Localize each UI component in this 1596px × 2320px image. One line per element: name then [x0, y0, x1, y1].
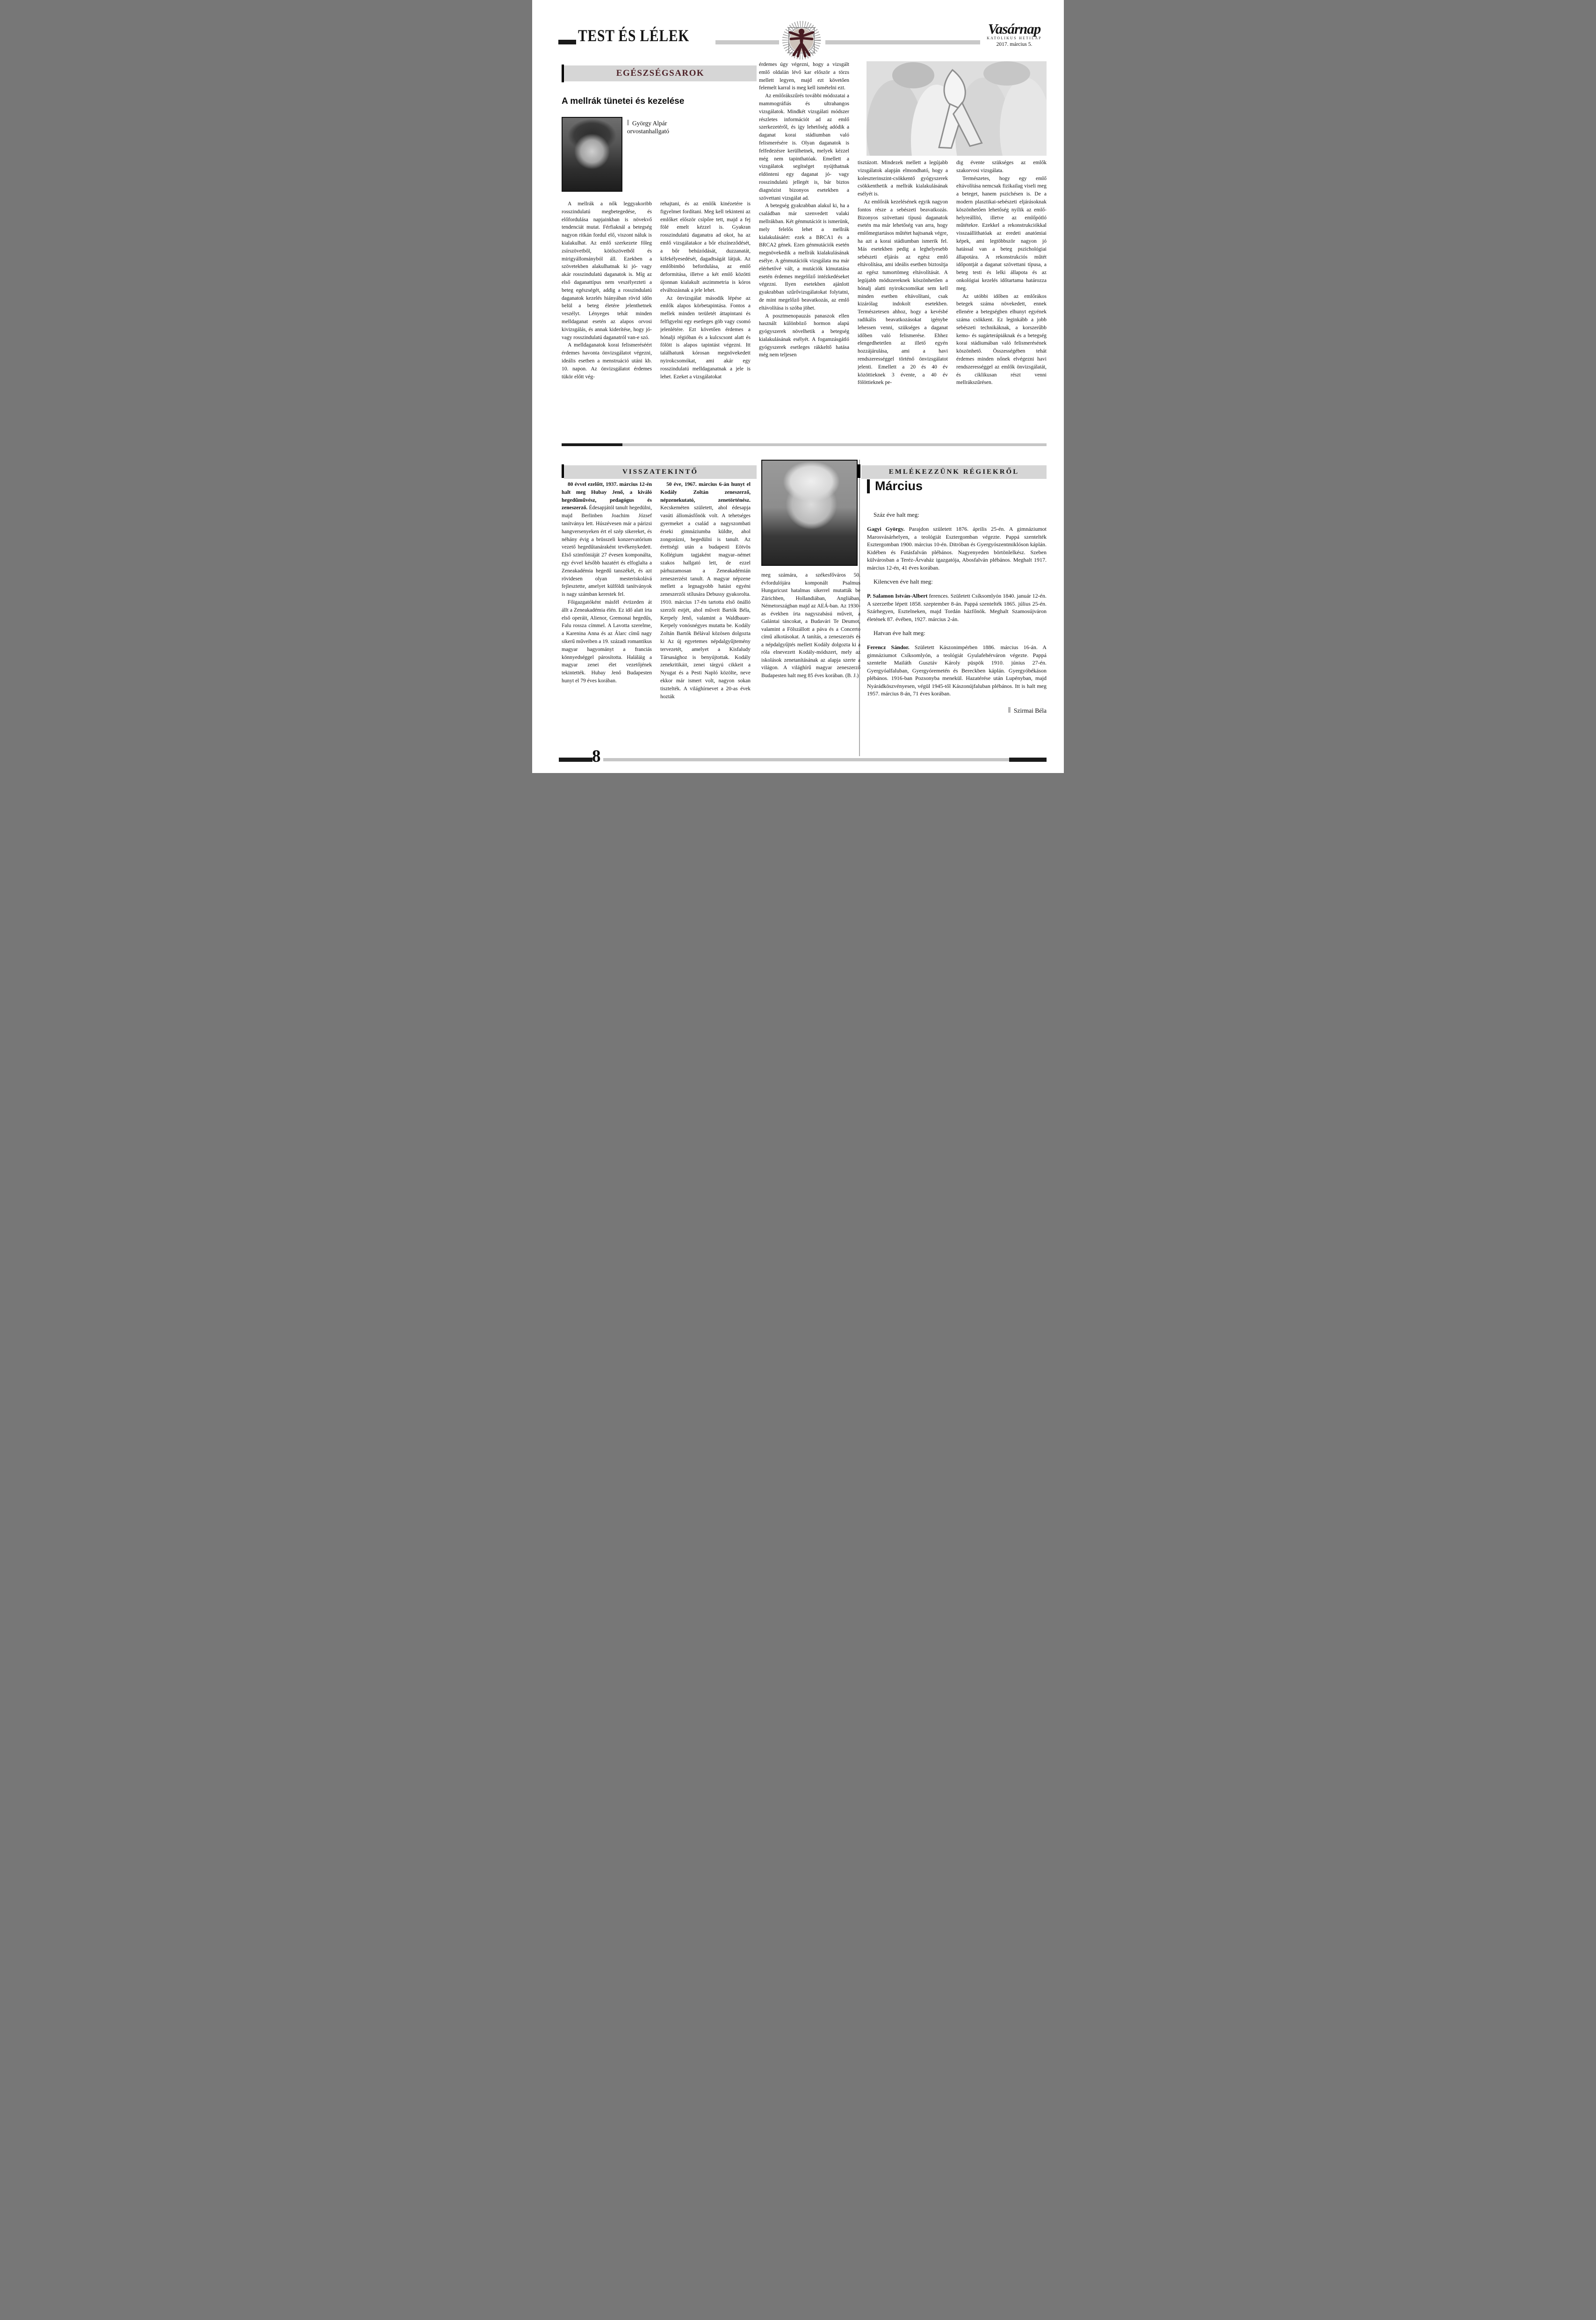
paragraph: Az utóbbi időben az emlőrákos betegek száma növekedett, ennek ellenére a betegségben elhunyt egyének száma csökkent. Ez leginkább a jobb sebészeti technikáknak, a korszerűbb kemo- és sugárterápiáknak és a betegség korai stádiumában való felismerésének köszönhető. Összességében tehát érdemes minden nőnek elvégezni havi rendszerességgel az emlők önvizsgálatát, és ciklikusan részt venni mellrákszűrésen.: [956, 293, 1047, 386]
obit-lead: 80 évvel ezelőtt, 1937. március 12-én halt meg Hubay Jenő, a kiváló hegedűművész, pedagógus és zeneszerző.: [562, 482, 652, 511]
paragraph: dig évente szükséges az emlők szakorvosi vizsgálata.: [956, 160, 1047, 173]
emlekezzunk-black-bar: [858, 464, 860, 478]
masthead: [980, 22, 1048, 48]
obit-name: Gagyi György.: [867, 526, 909, 532]
paragraph: Természetes, hogy egy emlő eltávolítása nemcsak fizikailag viseli meg a beteget, hanem pszichésen is. De a modern plasztikai-sebészeti eljárásoknak köszönhetően lehetőség nyílik az emlő-helyreállító, illetve az emlőpótló műtétekre. Ezekkel a rekonstrukciókkal visszaállíthatóak az eredeti anatómiai képek, ami legtöbbször nagyon jó hatással van a beteg pszichológiai állapotára. A rekonstrukciós műtét időpontját a daganat szövettani típusa, a beteg testi és lelki állapota és az onkológiai kezelés időtartama határozza meg.: [956, 175, 1047, 291]
obit-label: Hatvan éve halt meg:: [874, 629, 925, 636]
vitruvian-man-logo-icon: [779, 20, 824, 61]
article-column-1: [562, 200, 652, 443]
obit-entry: [867, 525, 1047, 571]
month-heading: Március: [875, 479, 923, 493]
kodaly-portrait-photo: [761, 460, 858, 566]
obit-text: Született Kászonimpérben 1886. március 16-án. A gimnáziumot Csíksomlyón, a teológiát Gyulafehérváron végezte. Pappá szentelte Mailáth Gusztáv Károly püspök 1910. június 27-én. Gyergyóalfaluban, Gyergyóremetén és Bereckben káplán. Gyergyóbékáson plébános. 1916-ban Pozsonyba menekül. Hazatérése után Lupényban, majd Nyárádköszvényesen, végül 1945-től Kászonújfaluban plébános. Itt is halt meg 1957. március 8-án, 71 éves korában.: [867, 644, 1047, 697]
obit-body: Édesapjától tanult hegedülni, majd Berlinben Joachim József tanítványa lett. Húszévesen már a párizsi hangversenyeken ért el szép sikereket, és néhány évig a brüsszeli konzervatórium vezető hegedűtanáraként tevékenykedett. Első szimfóniáját 27 évesen komponálta, egy évvel később hazatért és elfoglalta a Zeneakadémia hegedű tanszékét, és azt rövidesen olyan mesteriskolává fejlesztette, amelyet külföldi tanítványok is nagy számban kerestek fel.: [562, 505, 652, 598]
emlekezzunk-header-box: [861, 465, 1047, 479]
paragraph: Az önvizsgálat második lépése az emlők alapos körbetapintása. Fontos a mellek minden területét áttapintani és felfigyelni egy esetleges göb vagy csomó jelenlétére. Ezt követően érdemes a hónalji régióban és a kulcscsont alatt és fölött is alapos tapintást végezni. Itt találhatunk kórosan megnövekedett nyirokcsomókat, ami akár egy rosszindulatú melldaganatnak a jele is lehet. Ezeket a vizsgálatokat: [660, 295, 751, 380]
article-column-3: [759, 61, 849, 443]
signature-row: [867, 707, 1047, 715]
month-heading-row: [867, 479, 1047, 493]
obit-label: Kilencven éve halt meg:: [874, 578, 933, 585]
paragraph: A posztmenopauzás panaszok ellen használt különböző hormon alapú gyógyszerek növelhetik a betegség kialakulásának esélyét. A fogamzásgátló gyógyszerek esetleges rákkeltő hatása még nem teljesen: [759, 313, 849, 358]
emlekezzunk-body: [867, 479, 1047, 756]
paragraph: meg számára, a székesfőváros 50. évfordulójára komponált Psalmus Hungaricust hatalmas sikerrel mutatták be Zürichben, Hollandiában, Angliában, Németországban majd az AEÁ-ban. Az 1930-as években írta nagyszabású műveit, a Galántai táncokat, a Budavári Te Deumot, valamint a Fölszállott a páva és a Concerto című alkotásokat. A tanítás, a zeneszerzés és a népdalgyűjtés mellett Kodály dolgozta ki a róla elnevezett Kodály-módszert, mely az iskolások zenetanításának az alapja szerte a világon. A világhírű magyar zeneszerző Budapesten halt meg 85 éves korában. (B. J.): [761, 572, 860, 679]
section-divider-gray: [622, 443, 1047, 446]
article-column-4: [858, 159, 948, 443]
article-title: A mellrák tünetei és kezelése: [562, 96, 685, 106]
visszatekinto-column-2: [660, 481, 751, 755]
paragraph: Főigazgatóként másfél évtizeden át állt a Zeneakadémia élén. Ez idő alatt írta első operáit, Alienor, Gremonai hegedűs, Falu rossza címmel. A Lavotta szerelme, a Karenina Anna és az Álarc című nagy sikerű műveiben a 19. századi romantikus magyar hagyományt a franciás könnyedséggel párosította. Haláláig a magyar zenei élet vezetőjének tekintették. Hubay Jenő Budapesten hunyt el 79 éves korában.: [562, 599, 652, 684]
paragraph: A melldaganatok korai felismeréséért érdemes havonta önvizsgálatot végezni, ideális esetben a menstruáció utáni kb. 10. napon. Az önvizsgálatot érdemes tükör előtt vég-: [562, 342, 652, 380]
header-rule-right: [825, 40, 980, 44]
breast-cancer-ribbon-photo: [867, 61, 1047, 156]
obit-text: Parajdon született 1876. április 25-én. A gimnáziumot Marosvásárhelyen, a teológiát Esztergomban végezte. Pappá szentelték Esztergomban 1900. március 10-én. Ditróban és Gyergyószentmiklóson káplán. Kidében és Futásfalván plébános. Nagyenyeden börtönlelkész. Szeben külvárosban a Teréz-Árvaház igazgatója, Abosfalván plébános. Meghalt 1917. március 12-én, 41 éves korában.: [867, 526, 1047, 571]
footer-black-bar-left: [559, 758, 592, 762]
visszatekinto-header-box: [564, 465, 757, 479]
signature: Szirmai Béla: [1013, 707, 1047, 714]
publication-name: Vasárnap: [988, 21, 1041, 37]
paragraph: A betegség gyakrabban alakul ki, ha a családban már szenvedett valaki mellrákban. Két génmutációt is ismerünk, mely felelős lehet a mellrák kialakulásáért: ezek a BRCA1 és a BRCA2 gének. Ezen génmutációk esetén megnövekedik a mellrák kialakulásának esélye. A génmutációk vizsgálata ma már elérhetővé vált, a mutációk kimutatása esetén érdemes megelőző intézkedéseket végezni. Ilyen esetekben ajánlott gyakrabban szűrővizsgálatokat folytatni, de mint megelőző beavatkozás, az emlő eltávolítása is szóba jöhet.: [759, 203, 849, 311]
paragraph: [660, 481, 751, 701]
author-portrait-photo: [562, 117, 622, 192]
byline: [627, 119, 721, 135]
obit-name: P. Salamon István-Albert: [867, 593, 929, 599]
section-label: TEST ÉS LÉLEK: [578, 26, 690, 45]
emlekezzunk-header: EMLÉKEZZÜNK RÉGIEKRŐL: [888, 468, 1019, 476]
section-divider-black: [562, 443, 622, 446]
obit-entry: [867, 592, 1047, 623]
page-number: 8: [592, 747, 601, 766]
paragraph: Az emlőrák kezelésének egyik nagyon fontos része a sebészeti beavatkozás. Bizonyos szövettani típusú daganatok esetén ma már lehetőség van arra, hogy emlőmegtartásos műtétet hajtsanak végre, ha azt a korai stádiumban ismerik fel. Más esetekben pedig a leghelyesebb sebészeti eljárás az egész emlő eltávolítása, ami ideális esetben biztosítja az egész tumortömeg eltávolítását. A legújabb módszereknek köszönhetően a hónalj alatti nyirokcsomókat sem kell minden esetben eltávolítani, csak kizárólag indokolt esetekben. Természetesen ahhoz, hogy a kevésbé radikális beavatkozásokat igénybe lehessen venni, szükséges a daganat időben való felismerése. Ehhez elengedhetetlen az illető egyén hozzájárulása, ami a havi rendszerességgel történő önvizsgálatot jelenti. Emellett a 20 és 40 év közöttieknek 3 évente, a 40 év fölöttieknek pe-: [858, 199, 948, 386]
paragraph: [562, 481, 652, 599]
article-column-5: [956, 159, 1047, 443]
kicker-box: [564, 65, 757, 81]
byline-marker-icon: [627, 120, 629, 125]
issue-date: 2017. március 5.: [996, 42, 1033, 47]
obit-lead: 50 éve, 1967. március 6-án hunyt el Kodály Zoltán zeneszerző, népzenekutató, zenetörténész.: [660, 482, 751, 503]
obituary-list: [867, 511, 1047, 698]
author-role: orvostanhallgató: [627, 128, 669, 135]
publication-subtitle: KATOLIKUS HETILAP: [987, 36, 1042, 40]
visszatekinto-column-3: [761, 571, 860, 755]
paragraph: A mellrák a nők leggyakoribb rosszindulatú megbetegedése, és előfordulása napjainkban is növekvő tendenciát mutat. Férfiaknál a betegség nagyon ritkán fordul elő, viszont náluk is kialakulhat. Az emlő szerkezete főleg zsírszövetből, kötőszövetből és mirigyállományból áll. Ezekben a szövetekben alakulhatnak ki jó- vagy akár rosszindulatú daganatok is. Míg az első daganattípus nem veszélyezteti a beteg egészségét, addig a rosszindulatú daganatok kezelés hiányában rövid időn belül a beteg életére jelenthetnek veszélyt. Lényeges tehát minden melldaganat esetén az alapos orvosi kivizsgálás, és annak kiderítése, hogy jó- vagy rosszindulatú daganatról van-e szó.: [562, 201, 652, 340]
month-heading-bar: [867, 479, 870, 493]
newspaper-page: [532, 0, 1064, 773]
obit-label: Száz éve halt meg:: [874, 511, 919, 518]
obit-text: ferences. Született Csíksomlyón 1840. január 12-én. A szerzetbe lépett 1858. szeptember 8-án. Pappá szentelték 1865. július 25-én. Szárhegyen, Esztelneken, majd Tordán házfőnök. Meghalt Szamosújváron életének 87. évében, 1927. március 2-án.: [867, 593, 1047, 622]
obit-entry: [867, 643, 1047, 698]
paragraph: Az emlőrákszűrés további módozatai a mammográfiás és ultrahangos vizsgálatok. Mindkét vizsgálati módszer részletes információt ad az emlő szerkezetéről, és így lehetőség adódik a daganat korai stádiumban való felismerésére is. Olyan daganatok is felfedezésre kerülhetnek, melyek kézzel még nem tapinthatóak. Emellett a vizsgálatok segítséget nyújthatnak eldönteni egy daganat jó- vagy rosszindulatú jellegét is, bár biztos diagnózist bizonyos esetekben a szövettani vizsgálat ad.: [759, 93, 849, 201]
obit-name: Ferencz Sándor.: [867, 644, 915, 650]
obit-body: Kecskeméten született, ahol édesapja vasúti állomásfőnök volt. A tehetséges gyermeket a család a nagyszombati érseki gimnáziumba küldte, ahol zongorázni, hegedülni is tanult. Az érettségi után a budapesti Eötvös Kollégium tagjaként magyar–német szakos hallgató lett, de ezzel párhuzamosan a Zeneakadémián zeneszerzést tanult. A magyar népzene mellett a legnagyobb hatást egyéni zeneszerzői stílusára Debussy gyakorolta. 1910. március 17-én tartotta első önálló szerzői estjét, ahol műveit Bartók Béla, Kerpely Jenő, valamint a Waldbauer-Kerpely vonósnégyes mutatta be. Kodály Zoltán Bartók Bélával közösen dolgozta ki Az új egyetemes népdalgyűjtemény tervezetét, amelyet a Kisfaludy Társasághoz is benyújtottak. Kodály zenekritikáit, zenei tárgyú cikkeit a Nyugat és a Pesti Napló közölte, neve ekkor már ismert volt, nagyon sokan tisztelték. A világhírnevet a 20-as évek hozták: [660, 505, 751, 700]
kicker-label: EGÉSZSÉGSAROK: [616, 68, 705, 78]
paragraph: érdemes úgy végezni, hogy a vizsgált emlő oldalán lévő kar először a törzs mellett legyen, majd ezt követően felemelt karral is meg kell ismételni ezt.: [759, 62, 849, 91]
signature-marker-icon: [1008, 707, 1011, 713]
paragraph: tisztázott. Mindezek mellett a legújabb vizsgálatok alapján elmondható, hogy a koleszterinszint-csökkentő gyógyszerek csökkenthetik a mellrák kialakulásának esélyét is.: [858, 160, 948, 197]
footer-black-bar-right: [1009, 758, 1047, 762]
author-name: György Alpár: [632, 120, 667, 127]
footer-gray-rule: [603, 758, 1009, 761]
visszatekinto-column-1: [562, 481, 652, 755]
header-rule-left: [715, 40, 779, 44]
header-black-bar: [558, 40, 576, 44]
visszatekinto-header: VISSZATEKINTŐ: [622, 468, 699, 476]
article-column-2: [660, 200, 751, 443]
paragraph: rehajtani, és az emlők kinézetére is figyelmet fordítani. Meg kell tekinteni az emlőket először csípőre tett, majd a fej fölé emelt kézzel is. Gyakran rosszindulatú daganatra ad okot, ha az emlő vizsgálatakor a bőr elszíneződését, a bőr behúzódását, duzzanatát, kifekélyesedését, dagadtságát látjuk. Az emlőbimbó befordulása, az emlő deformitása, illetve a két emlő közötti újonnan kialakult aszimmetria is kóros elváltozásnak a jele lehet.: [660, 201, 751, 293]
